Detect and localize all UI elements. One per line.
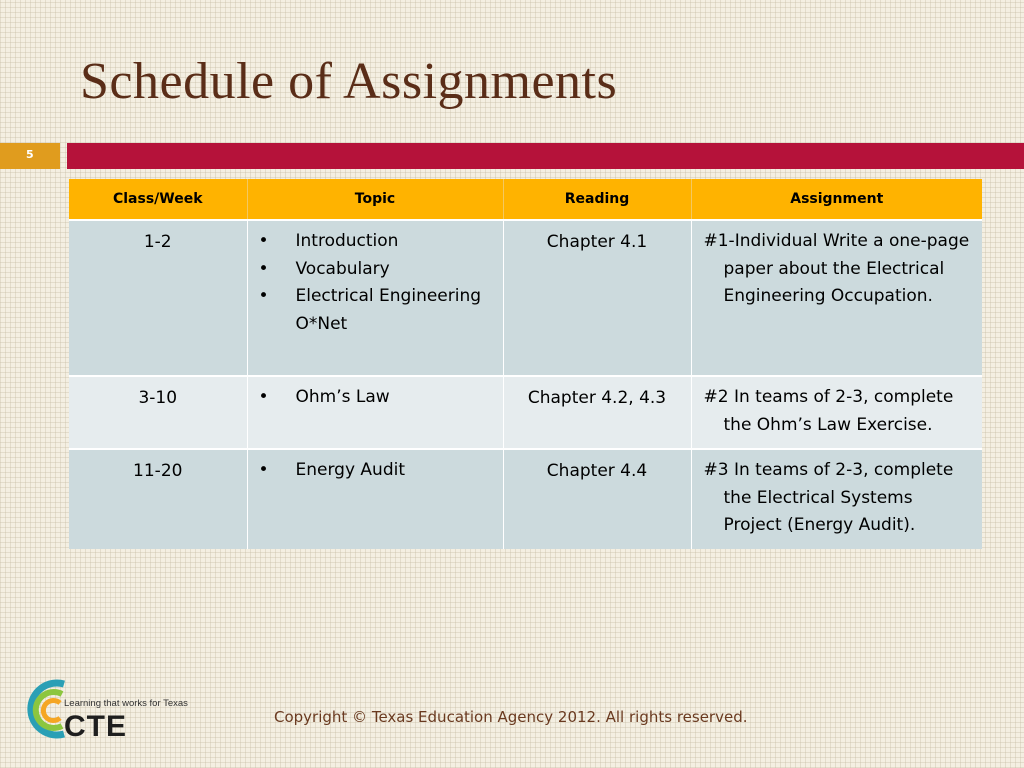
topic-text: Ohm’s Law (295, 387, 390, 407)
bullet-icon: • (258, 231, 269, 251)
cell-class-week: 1-2 (69, 220, 247, 376)
assignment-text: #2 In teams of 2-3, complete the Ohm’s Law Exercise. (703, 387, 954, 435)
cell-assignment (691, 449, 982, 549)
topic-item (248, 457, 503, 485)
column-header-reading: Reading (503, 179, 691, 220)
topic-list (248, 457, 503, 485)
title-divider-bar (67, 143, 1024, 169)
topic-text: Vocabulary (295, 258, 390, 279)
cell-reading: Chapter 4.4 (503, 449, 691, 549)
bullet-icon: • (258, 387, 269, 407)
table-header-row (69, 179, 982, 220)
assignment-text: #1-Individual Write a one-page paper about the Electrical Engineering Occupation. (703, 231, 970, 306)
table-row (69, 220, 982, 376)
slide-number: 5 (0, 143, 60, 169)
schedule-table (69, 179, 982, 549)
cell-reading: Chapter 4.2, 4.3 (503, 376, 691, 449)
topic-item (248, 228, 503, 256)
cell-class-week: 11-20 (69, 449, 247, 549)
cell-reading: Chapter 4.1 (503, 220, 691, 376)
copyright-notice: Copyright © Texas Education Agency 2012. All rights reserved. (274, 708, 748, 726)
cell-topic (247, 220, 503, 376)
topic-item (248, 384, 503, 412)
table-row (69, 449, 982, 549)
cell-topic (247, 449, 503, 549)
topic-text: Introduction (295, 231, 399, 251)
logo-wordmark: CTE (64, 710, 127, 743)
bullet-icon: • (258, 460, 269, 480)
cte-logo (24, 672, 214, 742)
logo-tagline: Learning that works for Texas (64, 698, 188, 709)
table-row (69, 376, 982, 449)
cell-assignment (691, 376, 982, 449)
bullet-icon: • (258, 258, 269, 279)
cell-class-week: 3-10 (69, 376, 247, 449)
cell-assignment (691, 220, 982, 376)
assignment-text: #3 In teams of 2-3, complete the Electrical Systems Project (Energy Audit). (703, 460, 954, 535)
topic-list (248, 228, 503, 338)
topic-item (248, 283, 503, 338)
bullet-icon: • (258, 286, 269, 306)
topic-list (248, 384, 503, 412)
slide-title: Schedule of Assignments (80, 53, 618, 110)
topic-text: Energy Audit (295, 460, 406, 480)
topic-item (248, 256, 503, 284)
cell-topic (247, 376, 503, 449)
column-header-class-week: Class/Week (69, 179, 247, 220)
topic-text: Electrical Engineering O*Net (295, 286, 482, 334)
column-header-topic: Topic (247, 179, 503, 220)
column-header-assignment: Assignment (691, 179, 982, 220)
